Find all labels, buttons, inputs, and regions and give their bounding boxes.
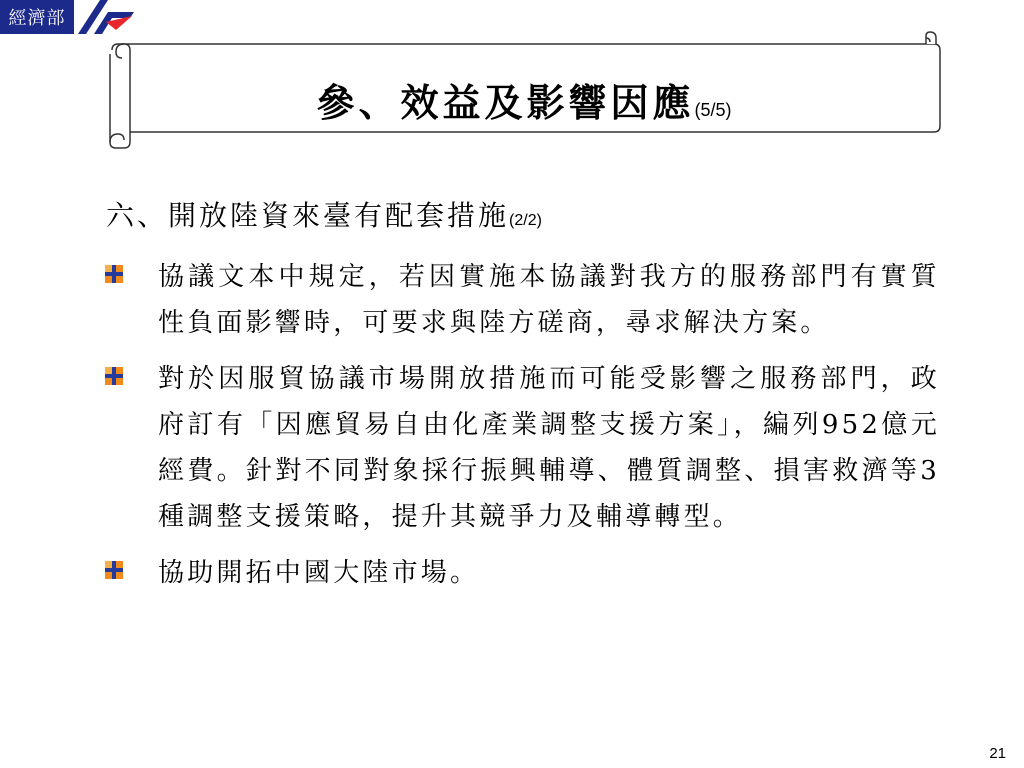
bullet-square-icon bbox=[104, 366, 124, 386]
bullet-text: 對於因服貿協議市場開放措施而可能受影響之服務部門，政府訂有「因應貿易自由化產業調整支援方案」，編列952億元經費。針對不同對象採行振興輔導、體質調整、損害救濟等3種調整支援策略，提升其競爭力及輔導轉型。 bbox=[158, 364, 940, 532]
title-banner bbox=[104, 30, 944, 154]
bullet-item bbox=[104, 550, 940, 596]
logo-emblem-icon bbox=[72, 0, 134, 34]
slide-title bbox=[134, 72, 914, 127]
page-number: 21 bbox=[989, 745, 1006, 762]
bullet-list bbox=[104, 254, 940, 606]
logo-box bbox=[0, 0, 74, 34]
section-heading-text: 六、開放陸資來臺有配套措施 bbox=[106, 199, 510, 232]
logo-text: 經濟部 bbox=[8, 8, 66, 29]
section-heading-sub: (2/2) bbox=[509, 212, 542, 229]
title-page-indicator: (5/5) bbox=[694, 100, 732, 120]
bullet-item bbox=[104, 356, 940, 540]
bullet-text: 協議文本中規定，若因實施本協議對我方的服務部門有實質性負面影響時，可要求與陸方磋商，尋求解決方案。 bbox=[158, 262, 940, 338]
ministry-logo bbox=[0, 0, 132, 34]
bullet-item bbox=[104, 254, 940, 346]
title-main: 參、效益及影響因應 bbox=[316, 80, 695, 125]
section-heading bbox=[106, 194, 542, 234]
bullet-square-icon bbox=[104, 264, 124, 284]
bullet-square-icon bbox=[104, 560, 124, 580]
bullet-text: 協助開拓中國大陸市場。 bbox=[158, 558, 480, 588]
